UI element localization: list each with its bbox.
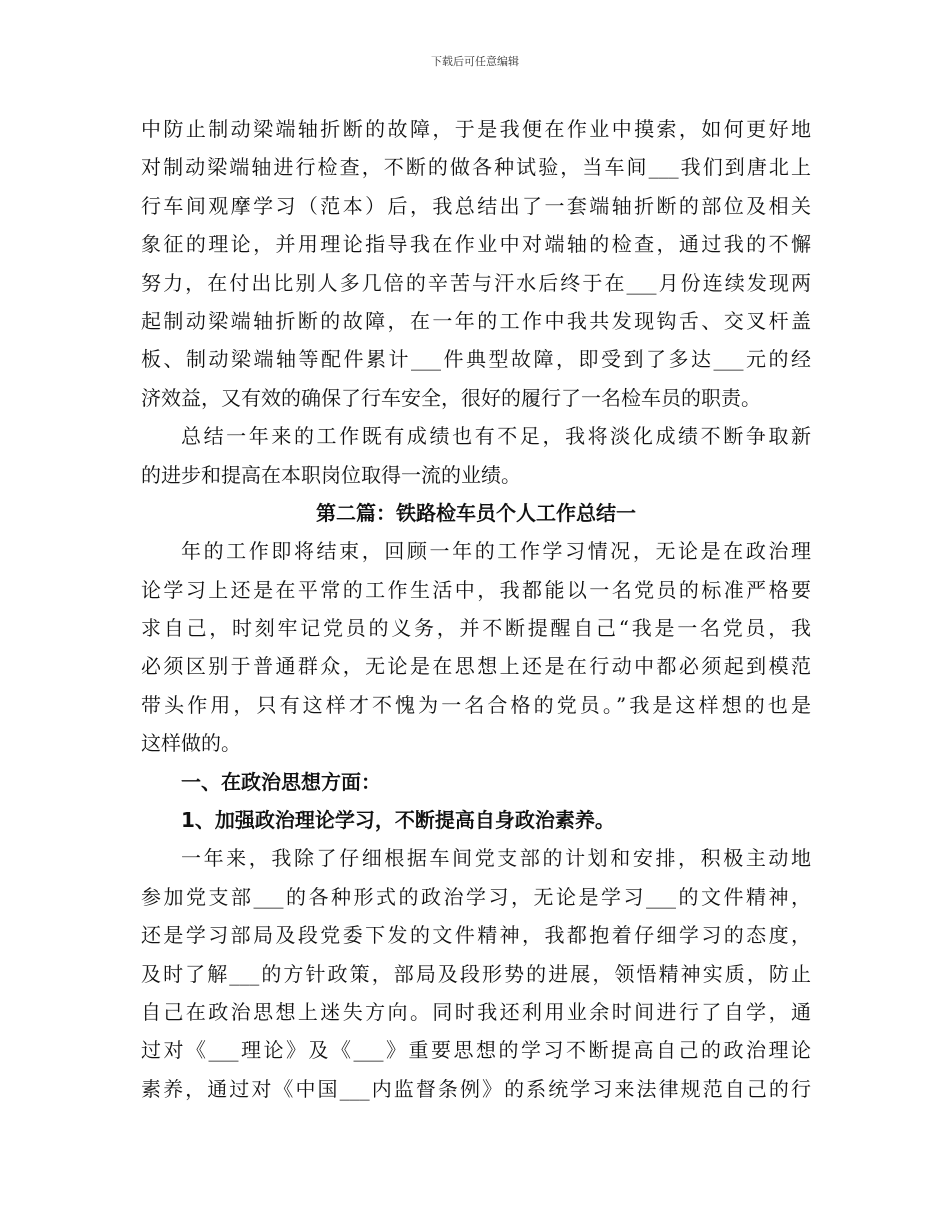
text-line: 济效益，又有效的确保了行车安全，很好的履行了一名检车员的职责。 <box>141 385 761 410</box>
text-line: 过对《___理论》及《___》重要思想的学习不断提高自己的政治理论 <box>141 1038 811 1063</box>
text-line: 板、制动梁端轴等配件累计___件典型故障，即受到了多达___元的经 <box>141 347 811 372</box>
text-line: 求自己，时刻牢记党员的义务，并不断提醒自己“我是一名党员，我 <box>141 616 811 641</box>
text-line: 年的工作即将结束，回顾一年的工作学习情况，无论是在政治理 <box>181 539 811 564</box>
text-line: 及时了解___的方针政策，部局及段形势的进展，领悟精神实质，防止 <box>141 961 811 986</box>
text-line: 行车间观摩学习（范本）后，我总结出了一套端轴折断的部位及相关 <box>141 193 811 218</box>
subheading-1: 一、在政治思想方面： <box>181 769 381 794</box>
text-line: 中防止制动梁端轴折断的故障，于是我便在作业中摸索，如何更好地 <box>141 117 811 141</box>
text-line: 素养，通过对《中国___内监督条例》的系统学习来法律规范自己的行 <box>141 1076 811 1101</box>
text-line: 的进步和提高在本职岗位取得一流的业绩。 <box>141 462 521 487</box>
paragraph-3 <box>141 532 811 762</box>
text-line: 一年来，我除了仔细根据车间党支部的计划和安排，积极主动地 <box>181 846 811 871</box>
page-header: 下载后可任意编辑 <box>431 55 519 68</box>
text-line: 总结一年来的工作既有成绩也有不足，我将淡化成绩不断争取新 <box>181 424 811 449</box>
text-line: 自己在政治思想上迷失方向。同时我还利用业余时间进行了自学，通 <box>141 999 811 1024</box>
text-line: 对制动梁端轴进行检查，不断的做各种试验，当车间___我们到唐北上 <box>141 155 811 180</box>
text-line: 象征的理论，并用理论指导我在作业中对端轴的检查，通过我的不懈 <box>141 232 811 257</box>
text-line: 必须区别于普通群众，无论是在思想上还是在行动中都必须起到模范 <box>141 654 811 679</box>
text-line: 还是学习部局及段党委下发的文件精神，我都抱着仔细学习的态度， <box>141 923 811 948</box>
text-line: 参加党支部___的各种形式的政治学习，无论是学习___的文件精神， <box>141 884 811 909</box>
text-line: 带头作用，只有这样才不愧为一名合格的党员。”我是这样想的也是 <box>141 692 811 717</box>
paragraph-4 <box>141 839 811 1108</box>
text-line: 起制动梁端轴折断的故障，在一年的工作中我共发现钩舌、交叉杆盖 <box>141 308 811 333</box>
section-title: 第二篇：铁路检车员个人工作总结一 <box>316 500 636 525</box>
subheading-2: 1、加强政治理论学习，不断提高自身政治素养。 <box>181 808 615 833</box>
paragraph-1 <box>141 110 811 417</box>
document-body <box>141 110 811 1108</box>
paragraph-2 <box>141 417 811 494</box>
text-line: 论学习上还是在平常的工作生活中，我都能以一名党员的标准严格要 <box>141 577 811 602</box>
text-line: 这样做的。 <box>141 731 241 756</box>
text-line: 努力，在付出比别人多几倍的辛苦与汗水后终于在___月份连续发现两 <box>141 270 811 295</box>
